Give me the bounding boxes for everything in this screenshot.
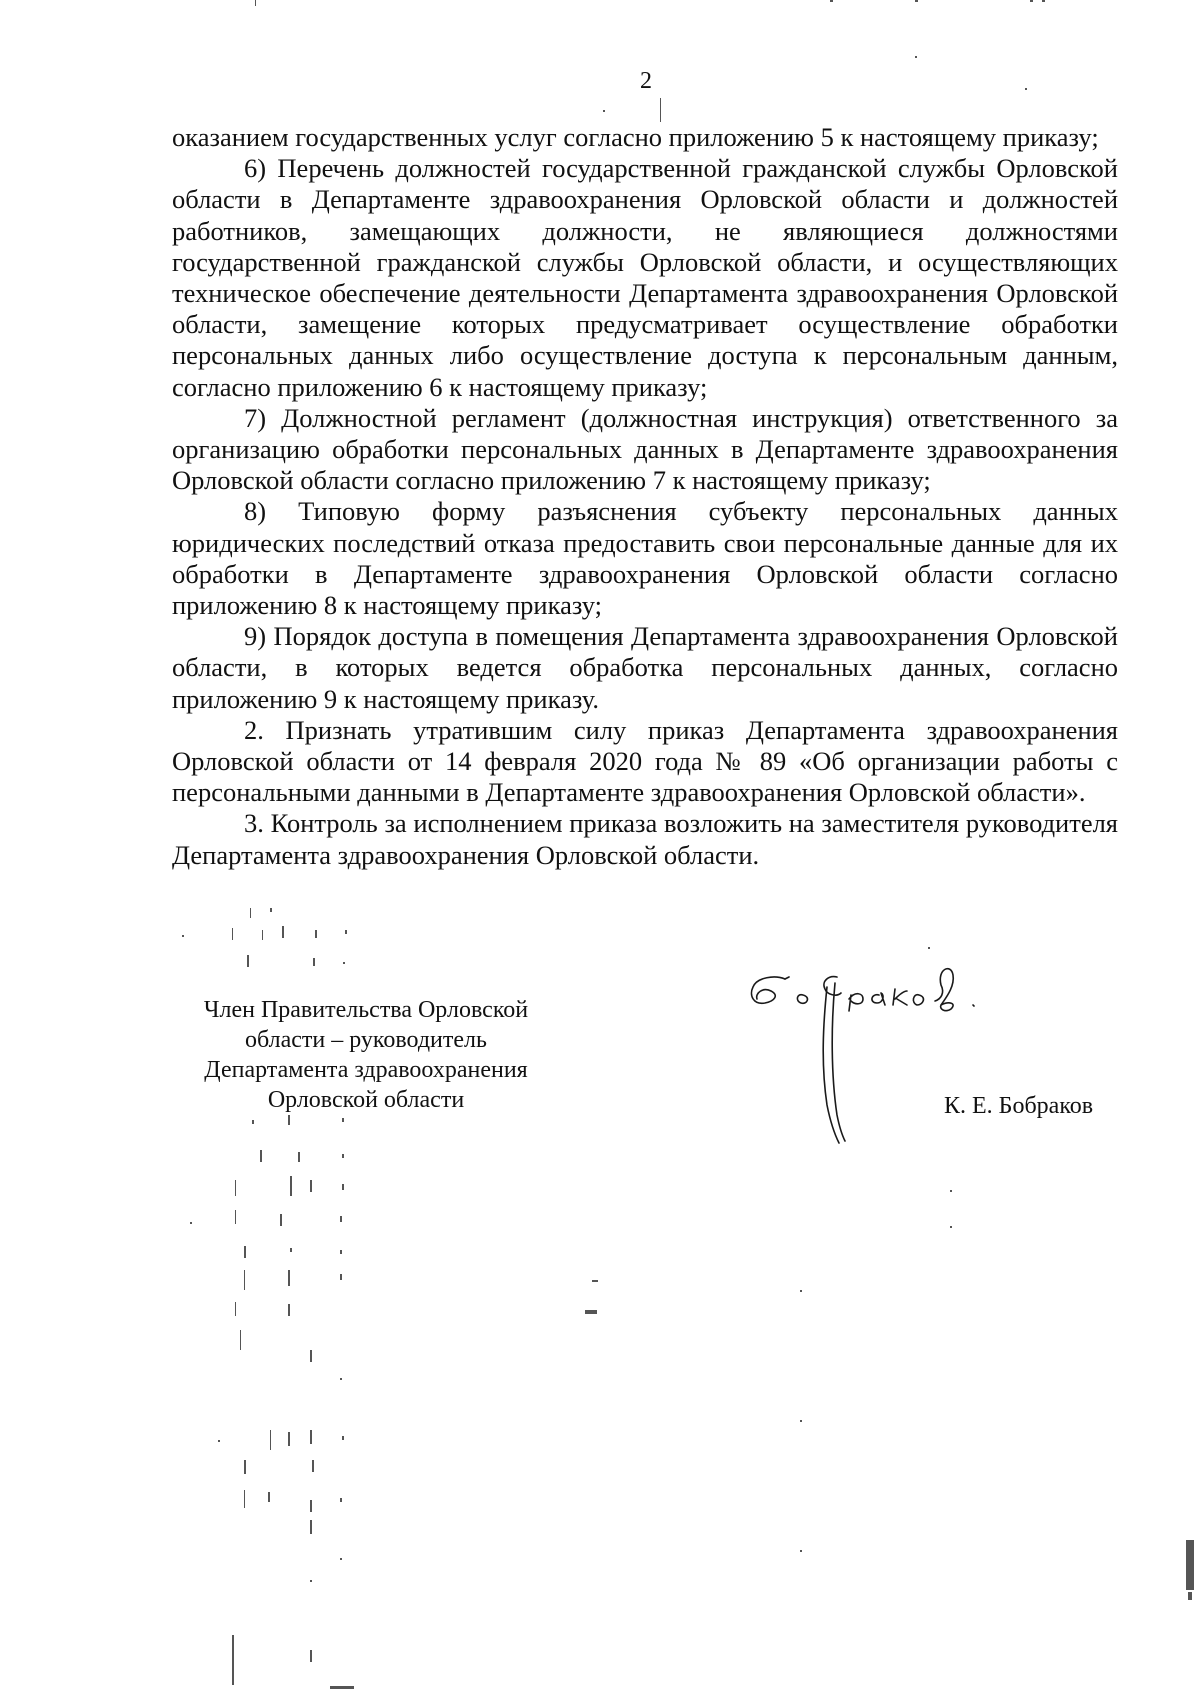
paragraph-item-9: 9) Порядок доступа в помещения Департамента здравоохранения Орловской области, в которых ведется обработка персональных данных, согласно приложению 9 к настоящему приказу. — [172, 621, 1118, 714]
page-number: 2 — [640, 68, 652, 94]
paragraph-item-8: 8) Типовую форму разъяснения субъекту персональных данных юридических последствий отказа предоставить свои персональные данные для их обработки в Департаменте здравоохранения Орловской области согласно приложению 8 к настоящему приказу; — [172, 496, 1118, 621]
signer-position-line: Департамента здравоохранения — [204, 1057, 528, 1083]
signer-name: К. Е. Бобраков — [944, 1093, 1094, 1119]
signer-position-line: Орловской области — [267, 1087, 465, 1113]
paragraph-item-7: 7) Должностной регламент (должностная инструкция) ответственного за организацию обработки персональных данных в Департаменте здравоохранения Орловской области согласно приложению 7 к настоящему приказу; — [172, 402, 1118, 496]
paragraph-clause-3: 3. Контроль за исполнением приказа возложить на заместителя руководителя Департамента здравоохранения Орловской области. — [172, 808, 1118, 870]
paragraph-continuation: оказанием государственных услуг согласно приложению 5 к настоящему приказу; — [172, 122, 1099, 152]
paragraph-clause-2: 2. Признать утратившим силу приказ Департамента здравоохранения Орловской области от 14 февраля 2020 года № 89 «Об организации работы с персональными данными в Департаменте здравоохранения Орловской области». — [172, 714, 1118, 808]
signer-position-line: Член Правительства Орловской — [203, 997, 529, 1023]
paragraph-item-6: 6) Перечень должностей государственной гражданской службы Орловской области в Департаменте здравоохранения Орловской области и должностей работников, замещающих должности, не являющиеся должностями государственной гражданской службы Орловской области, и осуществляющих техническое обеспечение деятельности Департамента здравоохранения Орловской области, замещение которых предусматривает осуществление обработки персональных данных либо осуществление доступа к персональным данным, согласно приложению 6 к настоящему приказу; — [172, 153, 1118, 402]
signer-position-line: области – руководитель — [245, 1027, 487, 1053]
